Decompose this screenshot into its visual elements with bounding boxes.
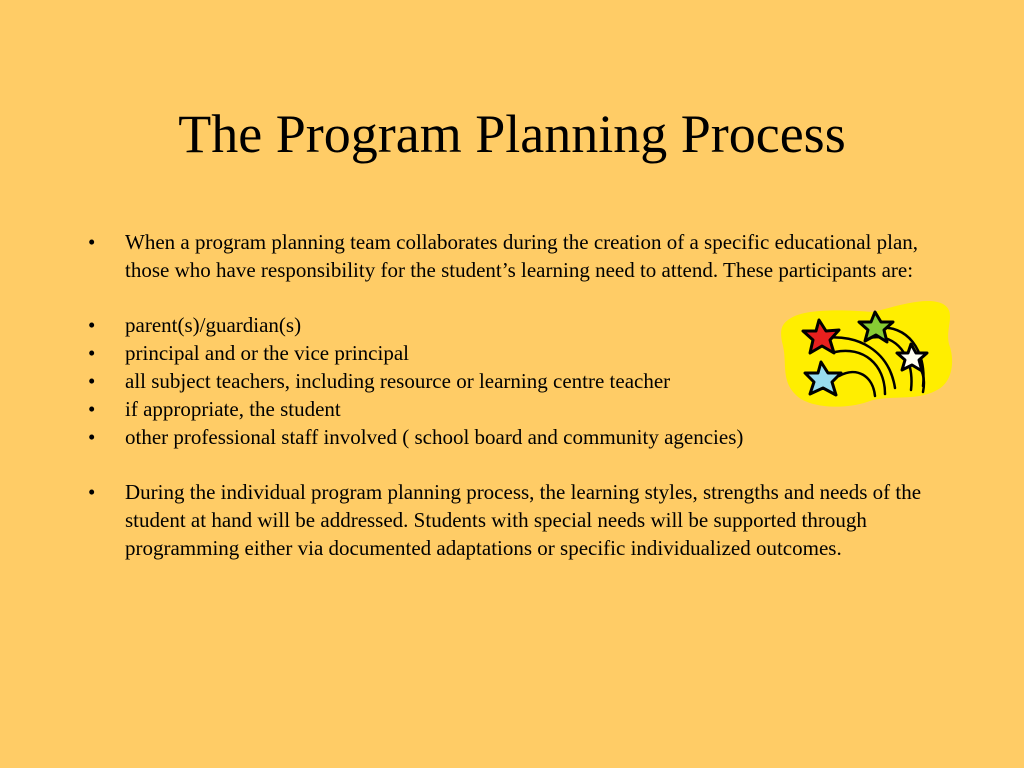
bullet-intro [88,228,945,284]
bullet-text: When a program planning team collaborates during the creation of a specific educational plan, those who have responsibility for the student’s learning need to attend. These participants are: [125,230,919,282]
bullet-marker: • [88,397,96,421]
shooting-stars-icon [777,298,953,410]
bullet-closing [88,478,945,562]
bullet-marker: • [88,313,96,337]
bullet-text: During the individual program planning process, the learning styles, strengths and needs of the student at hand will be addressed. Students with special needs will be supported through programming either via documented adaptations or specific individualized outcomes. [125,480,922,560]
bullet-text: all subject teachers, including resource or learning centre teacher [125,369,671,393]
bullet-text: parent(s)/guardian(s) [125,313,302,337]
bullet-text: principal and or the vice principal [125,341,409,365]
slide-title: The Program Planning Process [178,104,846,164]
bullet-participant [88,423,948,451]
bullet-marker: • [88,230,96,254]
bullet-marker: • [88,480,96,504]
bullet-marker: • [88,425,96,449]
bullet-marker: • [88,369,96,393]
bullet-text: other professional staff involved ( school board and community agencies) [125,425,744,449]
bullet-marker: • [88,341,96,365]
bullet-text: if appropriate, the student [125,397,341,421]
